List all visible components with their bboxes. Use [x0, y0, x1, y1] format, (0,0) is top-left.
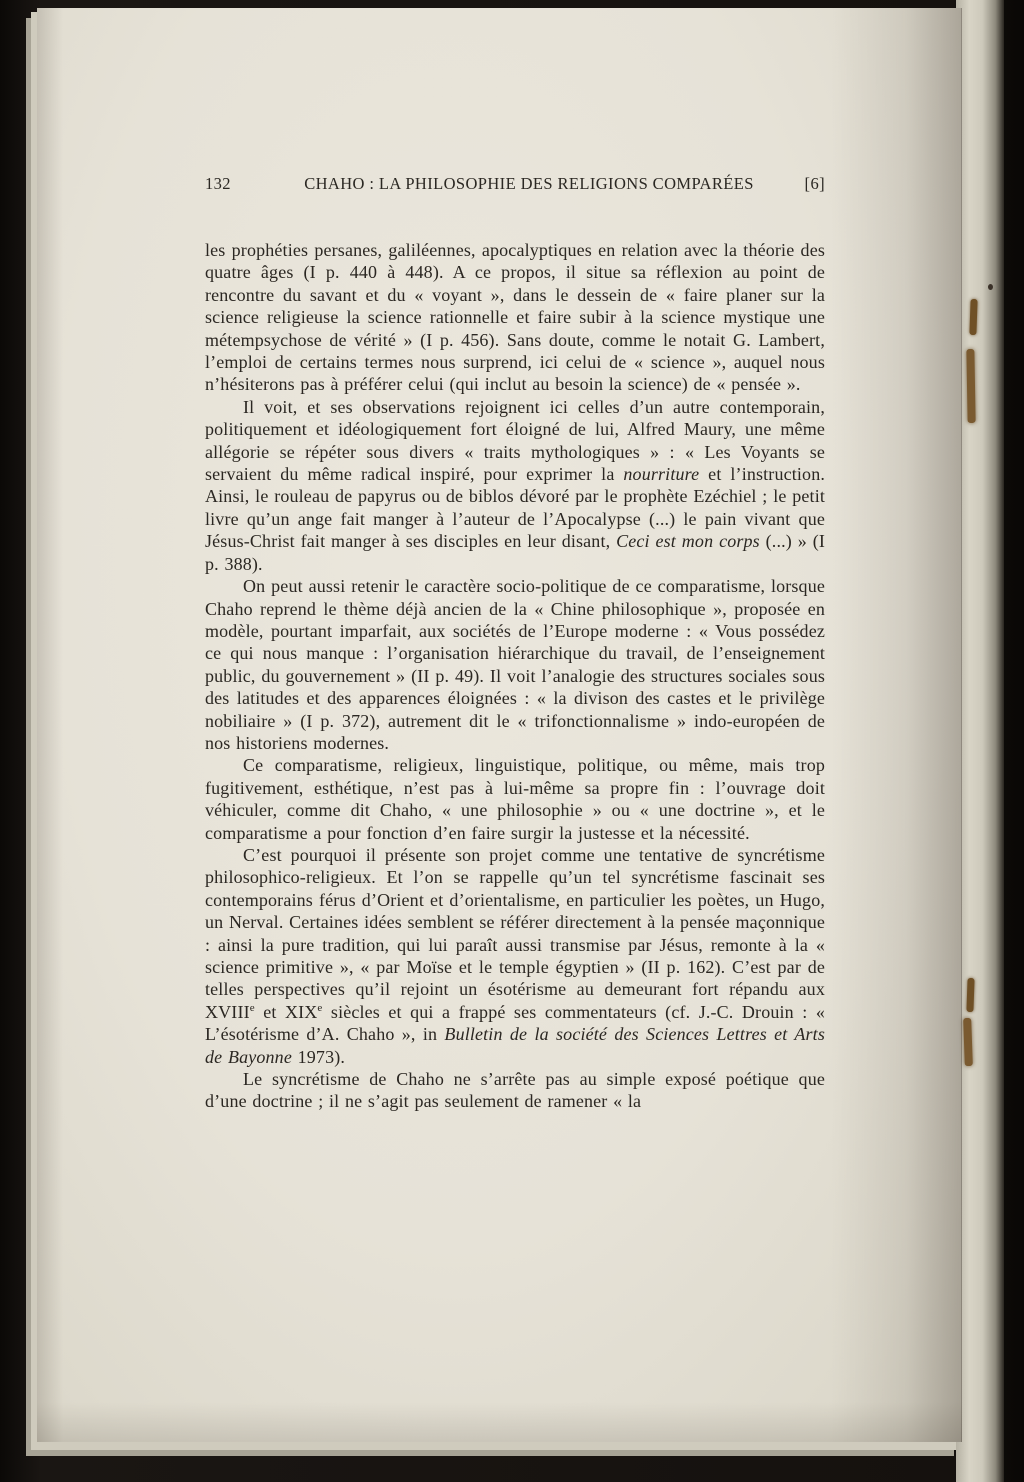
paragraph: Il voit, et ses observations rejoignent ici celles d’un autre contemporain, politiquement et idéologiquement fort éloigné de lui, Alfred Maury, une même allégorie se répéter sous divers « traits mythologiques » : « Les Voyants se servaient du même radical inspiré, pour exprimer la nourriture et l’instruction. Ainsi, le rouleau de papyrus ou de biblos dévoré par le prophète Ezéchiel ; le petit livre qu’un ange fait manger à l’auteur de l’Apocalypse (...) le pain vivant que Jésus-Christ fait manger à ses disciples en leur disant, Ceci est mon corps (...) » (I p. 388).	[205, 396, 825, 574]
paragraph: Ce comparatisme, religieux, linguistique, politique, ou même, mais trop fugitivement, esthétique, n’est pas à lui-même sa propre fin : l’ouvrage doit véhiculer, comme dit Chaho, « une philosophie » ou « une doctrine », et le comparatisme a pour fonction d’en faire surgir la justesse et la nécessité.	[205, 755, 825, 843]
page-header	[205, 174, 825, 194]
binding-speck	[966, 978, 974, 1012]
paragraph: les prophéties persanes, galiléennes, apocalyptiques en relation avec la théorie des quatre âges (I p. 440 à 448). A ce propos, il situe sa réflexion au point de rencontre du savant et du « voyant », dans le dessein de « faire planer sur la science religieuse la science rationnelle et faire subir à la science mystique une métempsychose de vérité » (I p. 456). Sans doute, comme le notait G. Lambert, l’emploi de certains termes nous surprend, ici celui de « science », auquel nous n’hésiterons pas à préférer celui (qui inclut au besoin la science) de « pensée ».	[205, 240, 825, 395]
binding-speck	[969, 299, 977, 335]
paragraph: Le syncrétisme de Chaho ne s’arrête pas au simple exposé poétique que d’une doctrine ; il ne s’agit pas seulement de ramener « la	[205, 1069, 825, 1112]
page-number: 132	[205, 174, 231, 193]
issue-marker: [6]	[804, 174, 825, 193]
binding-speck	[963, 1018, 973, 1066]
running-title: CHAHO : LA PHILOSOPHIE DES RELIGIONS COMPARÉES	[304, 174, 754, 193]
facing-page-edge	[956, 0, 1004, 1482]
book-page	[37, 8, 962, 1442]
text-block	[205, 239, 825, 1113]
binding-speck	[966, 349, 975, 423]
paragraph: C’est pourquoi il présente son projet comme une tentative de syncrétisme philosophico-religieux. Et l’on se rappelle qu’un tel syncrétisme fascinait ses contemporains férus d’Orient et d’orientalisme, en particulier les poètes, un Hugo, un Nerval. Certaines idées semblent se référer directement à la pensée maçonnique : ainsi la pure tradition, qui lui paraît aussi transmise par Jésus, remonte à la « science primitive », « par Moïse et le temple égyptien » (II p. 162). C’est par de telles perspectives qu’il rejoint un ésotérisme au demeurant fort répandu aux XVIIIe et XIXe siècles et qui a frappé ses commentateurs (cf. J.-C. Drouin : « L’ésotérisme d’A. Chaho », in Bulletin de la société des Sciences Lettres et Arts de Bayonne 1973).	[205, 844, 825, 1067]
paragraph: On peut aussi retenir le caractère socio-politique de ce comparatisme, lorsque Chaho reprend le thème déjà ancien de la « Chine philosophique », proposée en modèle, pourtant imparfait, aux sociétés de l’Europe moderne : « Vous possédez ce qui nous manque : l’organisation hiérarchique du travail, de l’enseignement public, du gouvernement » (II p. 49). Il voit l’analogie des structures sociales sous des latitudes et des apparences éloignées : « la divison des castes et le privilège nobiliaire » (I p. 372), autrement dit le « trifonctionnalisme » indo-européen de nos historiens modernes.	[205, 576, 825, 753]
foxing-dot	[988, 284, 993, 290]
